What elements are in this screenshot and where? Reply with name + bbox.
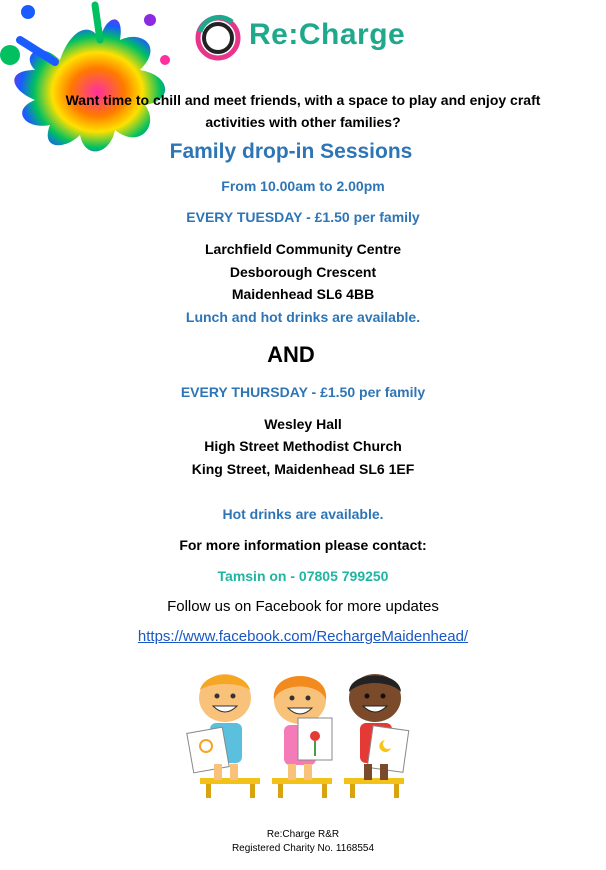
thursday-address-2: High Street Methodist Church	[204, 438, 402, 454]
children-drawing-illustration	[180, 668, 414, 798]
tuesday-address-1: Larchfield Community Centre	[204, 241, 402, 257]
contact-label: For more information please contact:	[179, 537, 427, 553]
thursday-note: Hot drinks are available.	[222, 506, 384, 522]
tuesday-title: EVERY TUESDAY - £1.50 per family	[186, 209, 420, 225]
thursday-address-3: King Street, Maidenhead SL6 1EF	[191, 461, 415, 477]
facebook-text: Follow us on Facebook for more updates	[167, 598, 439, 615]
thursday-address-1: Wesley Hall	[264, 416, 342, 432]
facebook-link[interactable]: https://www.facebook.com/RechargeMaidenhead/	[137, 628, 469, 645]
logo-text: Re:Charge	[249, 18, 406, 51]
page-title: Family drop-in Sessions	[169, 140, 413, 163]
tuesday-address-3: Maidenhead SL6 4BB	[231, 286, 375, 302]
tuesday-note: Lunch and hot drinks are available.	[185, 309, 421, 325]
footer-charity: Registered Charity No. 1168554	[231, 843, 375, 854]
contact-person: Tamsin on - 07805 799250	[217, 568, 389, 584]
session-time: From 10.00am to 2.00pm	[221, 178, 385, 194]
footer-org: Re:Charge R&R	[266, 829, 340, 840]
intro-line-2: activities with other families?	[205, 114, 401, 130]
thursday-title: EVERY THURSDAY - £1.50 per family	[180, 384, 426, 400]
and-label: AND	[267, 342, 315, 367]
recharge-logo-icon	[192, 12, 244, 64]
tuesday-address-2: Desborough Crescent	[229, 264, 377, 280]
intro-line-1: Want time to chill and meet friends, with a space to play and enjoy craft	[65, 92, 541, 108]
recharge-logo	[192, 12, 406, 68]
